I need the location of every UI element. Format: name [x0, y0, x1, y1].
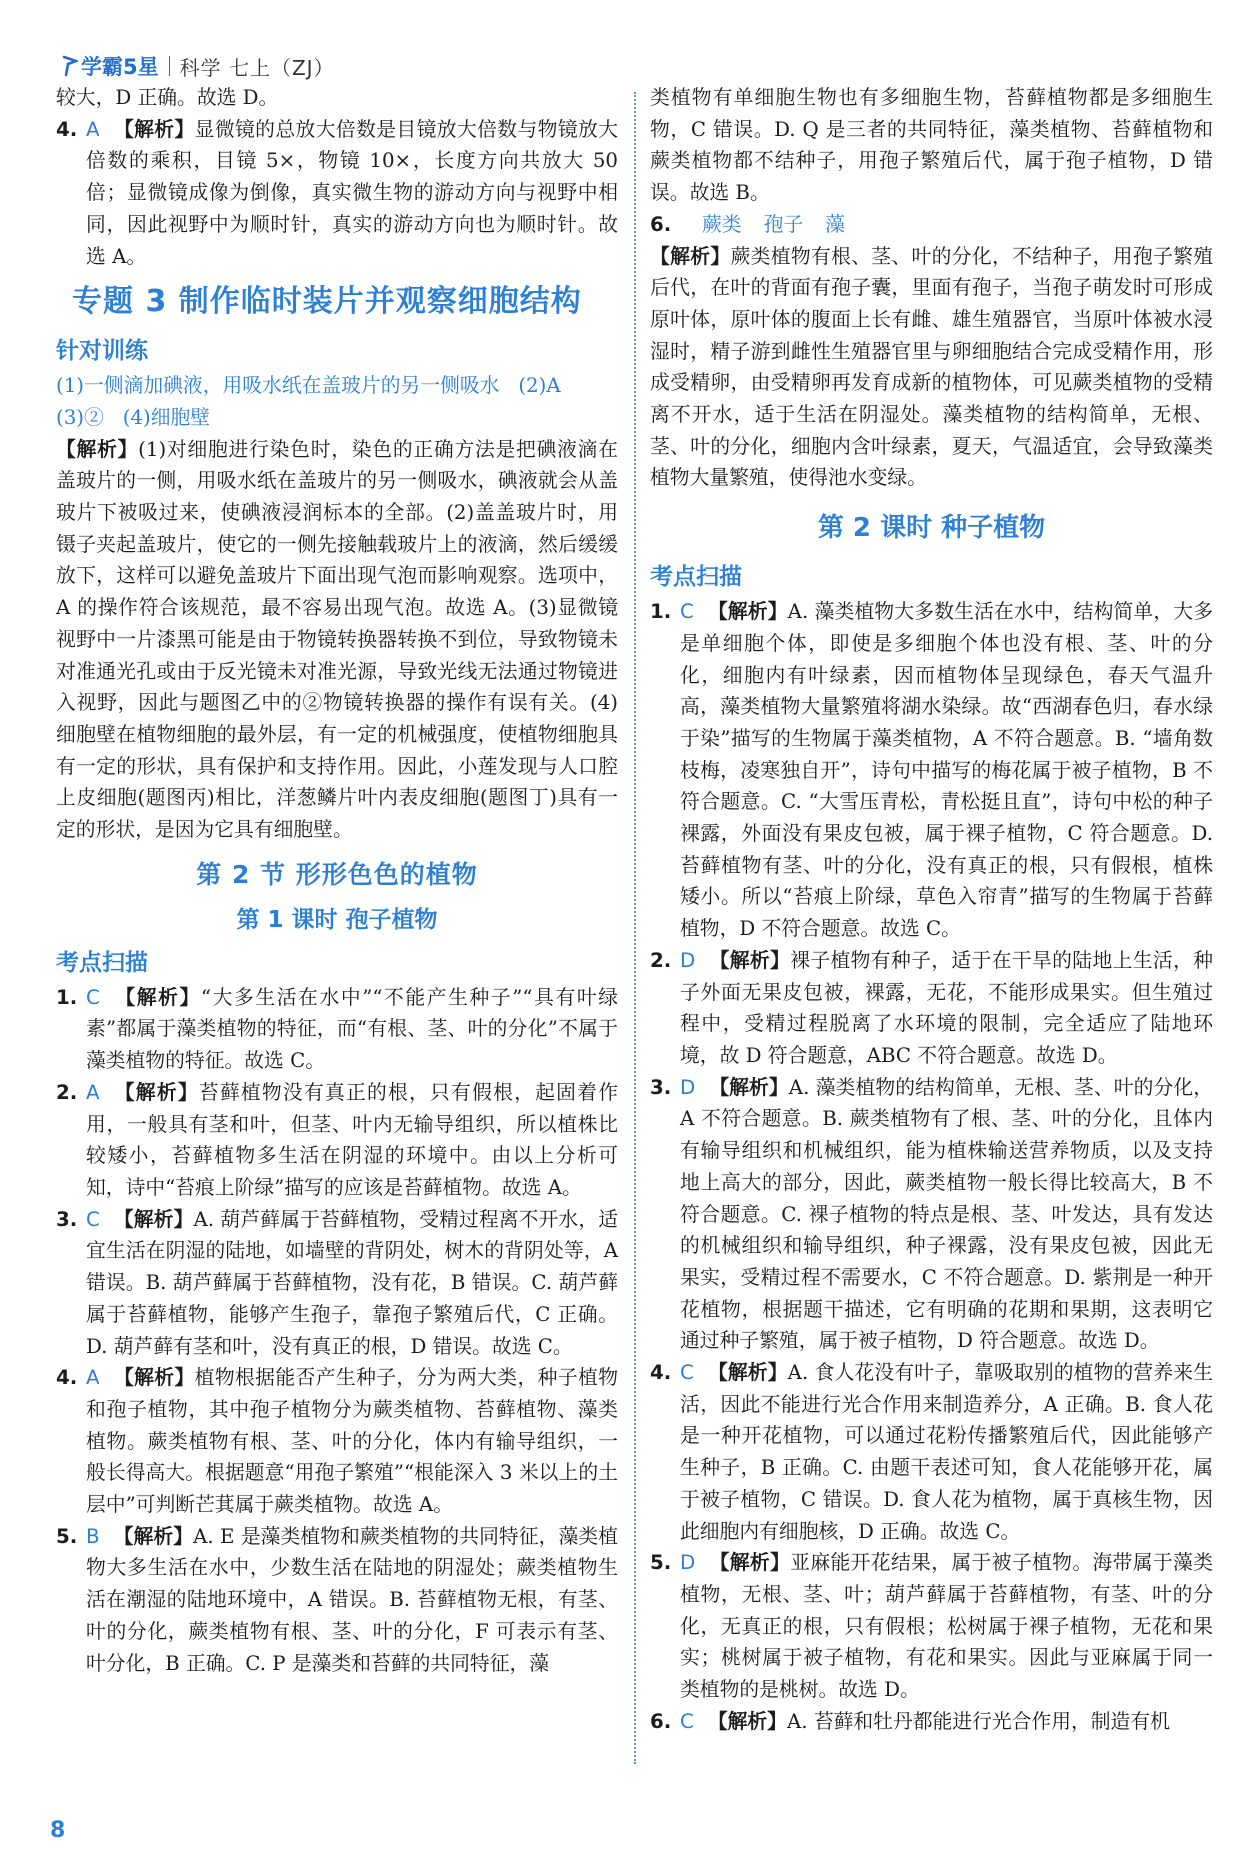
analysis-tag: 【解析】	[113, 1523, 194, 1548]
analysis-tag: 【解析】	[56, 436, 139, 461]
answer-item	[56, 1204, 618, 1363]
answer-item	[650, 1547, 1213, 1706]
training-answer-2: (2)A	[518, 374, 561, 398]
analysis-tag: 【解析】	[709, 947, 791, 972]
analysis-tag: 【解析】	[113, 984, 201, 1009]
fill-answer-2: 孢子	[763, 212, 804, 236]
answer-item	[56, 1521, 618, 1680]
item-number: 2.	[650, 948, 672, 972]
analysis-text: 蕨类植物有根、茎、叶的分化，不结种子，用孢子繁殖后代，在叶的背面有孢子囊，里面有孢子，当孢子萌发时可形成原叶体，原叶体的腹面上长有雌、雄生殖器官，当原叶体被水浸湿时，精子游到雌性生殖器官里与卵细胞结合完成受精作用，形成受精卵，由受精卵再发育成新的植物体，可见蕨类植物的受精离不开水，适于生活在阴湿处。藻类植物的结构简单，无根、茎、叶的分化，细胞内含叶绿素，夏天，气温适宜，会导致藻类植物大量繁殖，使得池水变绿。	[650, 244, 1213, 490]
training-answers	[56, 370, 618, 402]
training-heading: 针对训练	[56, 338, 148, 365]
item-number: 1.	[650, 600, 672, 624]
answer-item	[650, 1706, 1213, 1738]
analysis-tag: 【解析】	[709, 1550, 791, 1575]
training-answer-1: (1)一侧滴加碘液，用吸水纸在盖玻片的另一侧吸水	[56, 374, 500, 398]
item-number: 3.	[56, 1207, 78, 1231]
analysis-tag: 【解析】	[113, 116, 195, 141]
answer-item	[56, 982, 618, 1077]
left-column	[56, 82, 618, 1679]
answer-item	[650, 596, 1213, 945]
answer-letter: A	[86, 1366, 100, 1390]
answer-letter: D	[680, 948, 696, 972]
brand-logo	[62, 51, 159, 81]
item-number: 5.	[56, 1524, 78, 1548]
page-header	[62, 48, 335, 84]
answer-letter: C	[86, 985, 100, 1009]
answer-item	[650, 1357, 1213, 1547]
analysis-tag: 【解析】	[650, 243, 731, 268]
answer-letter: A	[86, 117, 100, 141]
analysis-text: 显微镜的总放大倍数是目镜放大倍数与物镜放大倍数的乘积，目镜 5×，物镜 10×，长度方向共放大 50 倍；显微镜成像为倒像，真实微生物的游动方向与视野中相同，因此视野中为顺时针，真实的游动方向也为顺时针。故选 A。	[86, 117, 618, 268]
analysis-text: 苔藓植物没有真正的根，只有假根，起固着作用，一般具有茎和叶，但茎、叶内无输导组织，所以植株比较矮小，苔藓植物多生活在阴湿的环境中。由以上分析可知，诗中“苔痕上阶绿”描写的应该是苔藓植物。故选 A。	[86, 1080, 618, 1199]
answer-item	[56, 1362, 618, 1521]
item-number: 4.	[56, 117, 78, 141]
training-analysis	[56, 434, 618, 846]
answer-item	[650, 1072, 1213, 1357]
q6-analysis	[650, 241, 1213, 495]
analysis-tag: 【解析】	[707, 599, 788, 624]
item-number: 5.	[650, 1551, 672, 1575]
scan-heading: 考点扫描	[56, 949, 148, 976]
answer-item	[650, 209, 1213, 241]
topic-heading: 专题 3 制作临时装片并观察细胞结构	[72, 284, 582, 320]
header-separator	[169, 56, 170, 76]
analysis-text: A. 藻类植物的结构简单，无根、茎、叶的分化，A 不符合题意。B. 蕨类植物有了根、茎、叶的分化，且体内有输导组织和机械组织，能为植株输送营养物质，以及支持地上高大的部分，因此，蕨类植物一般长得比较高大，B 不符合题意。C. 裸子植物的特点是根、茎、叶发达，具有发达的机械组织和输导组织，种子裸露，没有果皮包被，因此无果实，受精过程不需要水，C 不符合题意。D. 紫荆是一种开花植物，根据题干描述，它有明确的花期和果期，这表明它通过种子繁殖，属于被子植物，D 符合题意。故选 D。	[680, 1075, 1213, 1353]
analysis-tag: 【解析】	[113, 1365, 195, 1390]
analysis-tag: 【解析】	[707, 1708, 787, 1733]
lesson-heading: 第 2 课时 种子植物	[817, 513, 1046, 544]
training-answers-2	[56, 402, 618, 434]
analysis-text: “大多生活在水中”“不能产生种子”“具有叶绿素”都属于藻类植物的特征，而“有根、茎、叶的分化”不属于藻类植物的特征。故选 C。	[86, 985, 618, 1073]
scan-heading: 考点扫描	[650, 564, 742, 591]
analysis-text: A. 食人花没有叶子，靠吸取别的植物的营养来生活，因此不能进行光合作用来制造养分，A 正确。B. 食人花是一种开花植物，可以通过花粉传播繁殖后代，因此能够产生种子，B 正确。C. 由题干表述可知，食人花能够开花，属于被子植物，C 错误。D. 食人花为植物，属于真核生物，因此细胞内有细胞核，D 正确。故选 C。	[680, 1361, 1213, 1543]
answer-letter: C	[86, 1207, 100, 1231]
item-number: 4.	[650, 1361, 672, 1385]
continued-text: 类植物有单细胞生物也有多细胞生物，苔藓植物都是多细胞生物，C 错误。D. Q 是三者的共同特征，藻类植物、苔藓植物和蕨类植物都不结种子，用孢子繁殖后代，属于孢子植物，D 错误。故选 B。	[650, 86, 1213, 205]
answer-item	[650, 945, 1213, 1072]
analysis-tag: 【解析】	[113, 1206, 194, 1231]
fill-answer-3: 藻	[825, 212, 845, 236]
analysis-text: 植物根据能否产生种子，分为两大类，种子植物和孢子植物，其中孢子植物分为蕨类植物、苔藓植物、藻类植物。蕨类植物有根、茎、叶的分化，体内有输导组织，一般长得高大。根据题意“用孢子繁殖”“根能深入 3 米以上的土层中”可判断芒萁属于蕨类植物。故选 A。	[86, 1366, 618, 1517]
brand-flag-icon	[62, 55, 78, 77]
answer-letter: D	[680, 1075, 696, 1099]
analysis-text: A. E 是藻类植物和蕨类植物的共同特征，藻类植物大多生活在水中，少数生活在陆地的阴湿处；蕨类植物生活在潮湿的陆地环境中，A 错误。B. 苔藓植物无根，有茎、叶的分化，蕨类植物有根、茎、叶的分化，F 可表示有茎、叶分化，B 正确。C. P 是藻类和苔藓的共同特征，藻	[86, 1524, 618, 1675]
analysis-text: (1)对细胞进行染色时，染色的正确方法是把碘液滴在盖玻片的一侧，用吸水纸在盖玻片的另一侧吸水，碘液就会从盖玻片下被吸过来，使碘液浸润标本的全部。(2)盖盖玻片时，用镊子夹起盖玻片，使它的一侧先接触载玻片上的液滴，然后缓缓放下，这样可以避免盖玻片下面出现气泡而影响观察。选项中，A 的操作符合该规范，最不容易出现气泡。故选 A。(3)显微镜视野中一片漆黑可能是由于物镜转换器转换不到位，导致物镜未对准通光孔或由于反光镜未对准光源，导致光线无法通过物镜进入视野，因此与题图乙中的②物镜转换器的操作有误有关。(4)细胞壁在植物细胞的最外层，有一定的机械强度，使植物细胞具有一定的形状，具有保护和支持作用。因此，小莲发现与人口腔上皮细胞(题图丙)相比，洋葱鳞片叶内表皮细胞(题图丁)具有一定的形状，是因为它具有细胞壁。	[56, 437, 618, 842]
item-number: 3.	[650, 1075, 672, 1099]
answer-letter: C	[680, 1709, 694, 1733]
brand-name: 学霸5星	[81, 55, 159, 79]
analysis-tag: 【解析】	[709, 1074, 789, 1099]
analysis-text: 亚麻能开花结果，属于被子植物。海带属于藻类植物，无根、茎、叶；葫芦藓属于苔藓植物，有茎、叶的分化，无真正的根，只有假根；松树属于裸子植物，无花和果实；桃树属于被子植物，有花和果实。因此与亚麻属于同一类植物的是桃树。故选 D。	[680, 1551, 1213, 1702]
section-heading: 第 2 节 形形色色的植物	[196, 859, 478, 889]
training-answer-4: (4)细胞壁	[122, 405, 211, 429]
analysis-tag: 【解析】	[707, 1360, 788, 1385]
item-number: 1.	[56, 985, 78, 1009]
continued-text: 较大，D 正确。故选 D。	[56, 86, 279, 109]
analysis-text: A. 藻类植物大多数生活在水中，结构简单，大多是单细胞个体，即使是多细胞个体也没有根、茎、叶的分化，细胞内有叶绿素，因而植物体呈现绿色，春天气温升高，藻类植物大量繁殖将湖水染绿。故“西湖春色归，春水绿于染”描写的生物属于藻类植物，A 不符合题意。B. “墙角数枝梅，凌寒独自开”，诗句中描写的梅花属于被子植物，B 不符合题意。C. “大雪压青松，青松挺且直”，诗句中松的种子裸露，外面没有果皮包被，属于裸子植物，C 符合题意。D. 苔藓植物有茎、叶的分化，没有真正的根，只有假根，植株矮小。所以“苔痕上阶绿，草色入帘青”描写的生物属于苔藓植物，D 不符合题意。故选 C。	[680, 600, 1213, 941]
subject-label: 科学 七上（ZJ）	[179, 55, 335, 80]
item-number: 4.	[56, 1366, 78, 1390]
item-number: 6.	[650, 1709, 672, 1733]
answer-item	[56, 114, 618, 273]
fill-answer-1: 蕨类	[702, 212, 742, 236]
answer-item	[56, 1077, 618, 1204]
column-divider	[634, 92, 636, 1764]
item-number: 6.	[650, 212, 672, 236]
answer-letter: A	[86, 1080, 100, 1104]
page-number: 8	[50, 1818, 66, 1843]
lesson-heading: 第 1 课时 孢子植物	[236, 906, 438, 933]
answer-letter: B	[86, 1524, 100, 1548]
answer-letter: C	[680, 1361, 694, 1385]
answer-letter: D	[680, 1551, 696, 1575]
item-number: 2.	[56, 1080, 78, 1104]
answer-letter: C	[680, 600, 694, 624]
analysis-tag: 【解析】	[113, 1079, 199, 1104]
analysis-text: A. 苔藓和牡丹都能进行光合作用，制造有机	[786, 1709, 1170, 1733]
analysis-text: A. 葫芦藓属于苔藓植物，受精过程离不开水，适宜生活在阴湿的陆地，如墙壁的背阴处，树木的背阴处等，A 错误。B. 葫芦藓属于苔藓植物，没有花，B 错误。C. 葫芦藓属于苔藓植物，能够产生孢子，靠孢子繁殖后代，C 正确。D. 葫芦藓有茎和叶，没有真正的根，D 错误。故选 C。	[86, 1207, 618, 1358]
right-column	[650, 82, 1213, 1737]
training-answer-3: (3)②	[56, 405, 104, 429]
analysis-text: 裸子植物有种子，适于在干旱的陆地上生活，种子外面无果皮包被，裸露，无花，不能形成果实。但生殖过程中，受精过程脱离了水环境的限制，完全适应了陆地环境，故 D 符合题意，ABC 不符合题意。故选 D。	[680, 948, 1213, 1067]
